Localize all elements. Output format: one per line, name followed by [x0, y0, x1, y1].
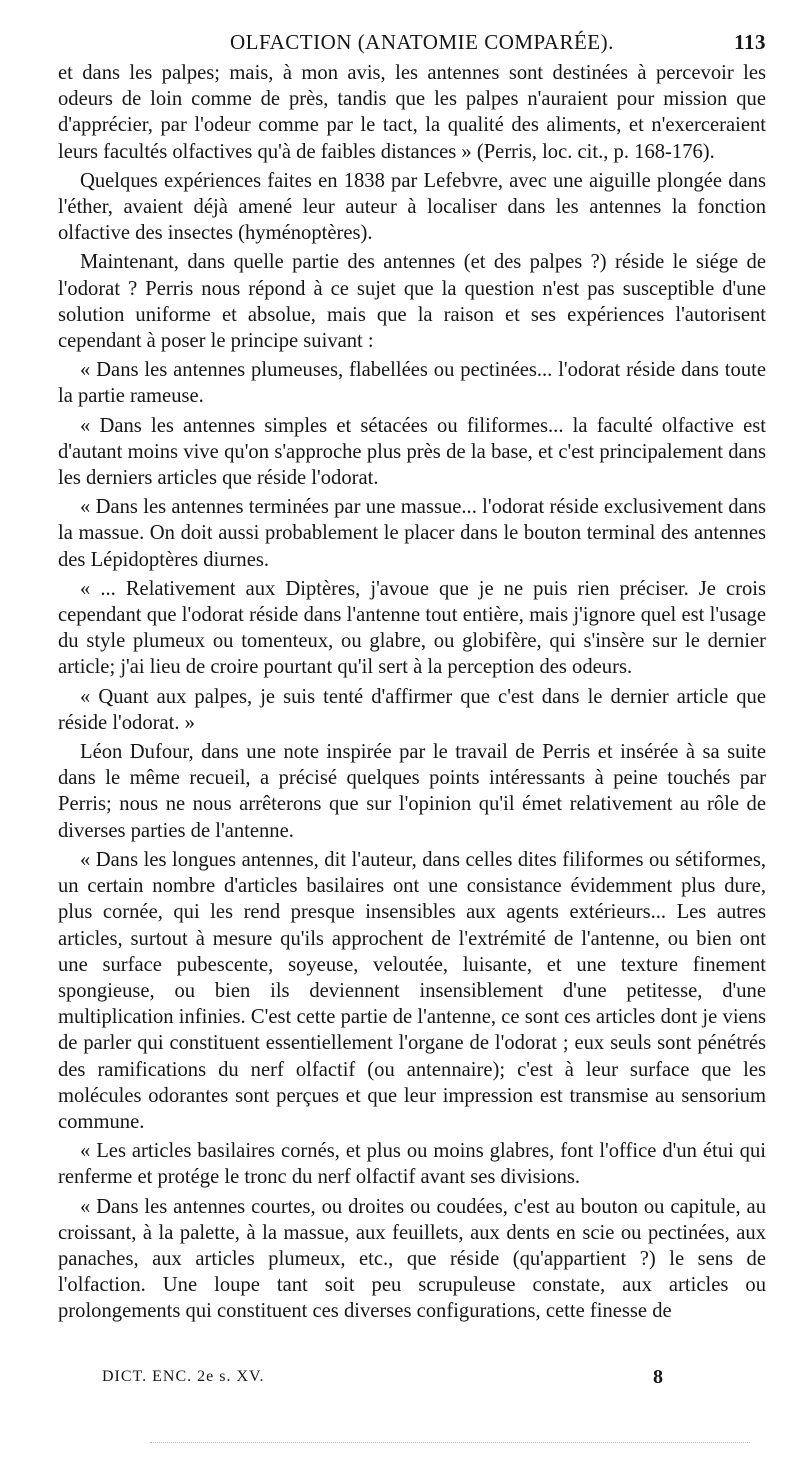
- body-text: [58, 60, 766, 1325]
- paragraph: Quelques expériences faites en 1838 par Lefebvre, avec une aiguille plongée dans l'éther, avaient déjà amené leur auteur à localiser dans les antennes la fonction olfactive des insectes (hyménoptères).: [58, 169, 766, 245]
- paragraph: Maintenant, dans quelle partie des antennes (et des palpes ?) réside le siége de l'odorat ? Perris nous répond à ce sujet que la question n'est pas susceptible d'une solution uniforme et absolue, mais que la raison et ses expériences l'autorisent cependant à poser le principe suivant :: [58, 251, 766, 353]
- bottom-rule: [150, 1442, 750, 1443]
- page-header: [58, 20, 766, 60]
- quote-paragraph: « ... Relativement aux Diptères, j'avoue que je ne puis rien préciser. Je crois cependant que l'odorat réside dans l'antenne tout entière, mais j'ignore quel est l'usage du style plumeux ou tomenteux, ou glabre, ou globifère, qui s'insère sur le dernier article; j'ai lieu de croire pourtant qu'il sert à la perception des odeurs.: [58, 577, 766, 679]
- page: [58, 20, 766, 1328]
- paragraph: et dans les palpes; mais, à mon avis, les antennes sont destinées à percevoir les odeurs de loin comme de près, tandis que les palpes n'auraient pour mission que d'apprécier, par l'odeur comme par le tact, la qualité des aliments, et n'exerceraient leurs facultés olfactives qu'à de faibles distances » (Perris, loc. cit., p. 168-176).: [58, 62, 766, 163]
- quote-paragraph: « Dans les antennes plumeuses, flabellées ou pectinées... l'odorat réside dans toute la partie rameuse.: [58, 359, 766, 408]
- page-footer: [58, 1366, 766, 1396]
- quote-paragraph: « Les articles basilaires cornés, et plus ou moins glabres, font l'office d'un étui qui renferme et protége le tronc du nerf olfactif avant ses divisions.: [58, 1140, 766, 1189]
- paragraph: Léon Dufour, dans une note inspirée par le travail de Perris et insérée à sa suite dans le même recueil, a précisé quelques points intéressants à peine touchés par Perris; nous ne nous arrêterons que sur l'opinion qu'il émet relativement au rôle de diverses parties de l'antenne.: [58, 741, 766, 842]
- quote-paragraph: « Dans les antennes courtes, ou droites ou coudées, c'est au bouton ou capitule, au croissant, à la palette, à la massue, aux feuillets, aux dents en scie ou pectinées, aux panaches, aux articles plumeux, etc., que réside (qu'appartient ?) le sens de l'olfaction. Une loupe tant soit peu scrupuleuse constate, aux articles ou prolongements qui constituent ces diverses configurations, cette finesse de: [58, 1195, 766, 1323]
- signature-mark: 8: [653, 1366, 663, 1388]
- quote-paragraph: « Dans les antennes simples et sétacées ou filiformes... la faculté olfactive est d'autant moins vive qu'on s'approche plus près de la base, et c'est principalement dans les derniers articles que réside l'odorat.: [58, 414, 766, 490]
- running-title: OLFACTION (ANATOMIE COMPARÉE).: [230, 30, 614, 54]
- page-number: 113: [734, 30, 766, 54]
- quote-paragraph: « Dans les antennes terminées par une massue... l'odorat réside exclusivement dans la massue. On doit aussi probablement le placer dans le bouton terminal des antennes des Lépidoptères diurnes.: [58, 496, 766, 571]
- quote-paragraph: « Dans les longues antennes, dit l'auteur, dans celles dites filiformes ou sétiformes, un certain nombre d'articles basilaires ont une consistance évidemment plus dure, plus cornée, qui les rend presque insensibles aux agents extérieurs... Les autres articles, surtout à mesure qu'ils approchent de l'extrémité de l'antenne, ou bien ont une surface pubescente, soyeuse, veloutée, luisante, et une texture finement spongieuse, ou bien ils deviennent insensiblement d'une petitesse, d'une multiplication infinies. C'est cette partie de l'antenne, ce sont ces articles dont je viens de parler qui constituent essentiellement l'organe de l'odorat ; eux seuls sont pénétrés des ramifications du nerf olfactif (ou antennaire); c'est à leur surface que les molécules odorantes sont perçues et que leur impression est transmise au sensorium commune.: [58, 848, 766, 1133]
- footer-reference: DICT. ENC. 2e s. XV.: [102, 1368, 265, 1385]
- quote-paragraph: « Quant aux palpes, je suis tenté d'affirmer que c'est dans le dernier article que réside l'odorat. »: [58, 685, 766, 734]
